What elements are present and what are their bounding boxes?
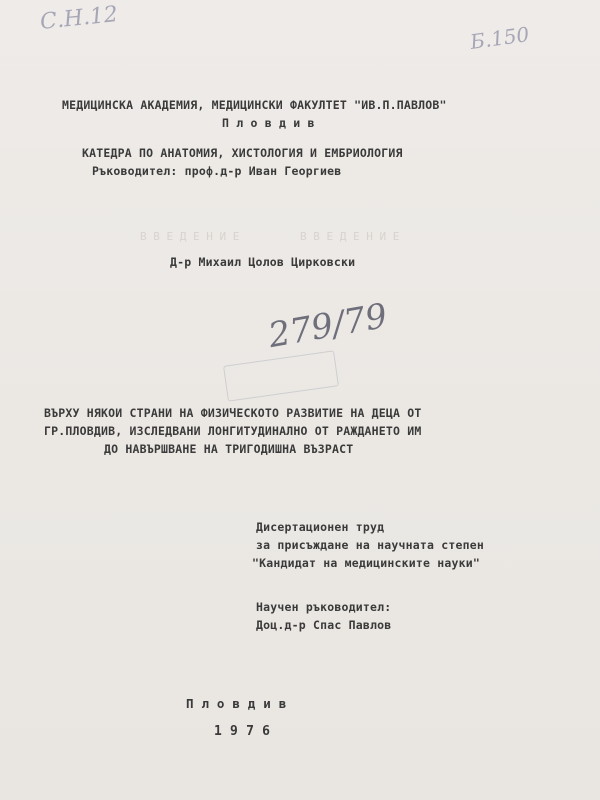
purpose-line-2: за присъждане на научната степен bbox=[256, 538, 484, 552]
footer-year: 1 9 7 6 bbox=[214, 724, 271, 739]
footer-city: П л о в д и в bbox=[186, 696, 287, 711]
supervisor-name: Доц.д-р Спас Павлов bbox=[256, 618, 392, 632]
thesis-title-line-1: ВЪРХУ НЯКОИ СТРАНИ НА ФИЗИЧЕСКОТО РАЗВИТИЕ НА ДЕЦА ОТ bbox=[44, 406, 422, 420]
institution-name: МЕДИЦИНСКА АКАДЕМИЯ, МЕДИЦИНСКИ ФАКУЛТЕТ "ИВ.П.ПАВЛОВ" bbox=[62, 98, 447, 112]
header-city: П л о в д и в bbox=[222, 116, 315, 130]
purpose-line-1: Дисертационен труд bbox=[256, 520, 385, 534]
supervisor-label: Научен ръководител: bbox=[256, 600, 392, 614]
thesis-title-line-3: ДО НАВЪРШВАНЕ НА ТРИГОДИШНА ВЪЗРАСТ bbox=[104, 442, 354, 456]
department-head: Ръководител: проф.д-р Иван Георгиев bbox=[92, 164, 342, 178]
author-name: Д-р Михаил Цолов Цирковски bbox=[170, 255, 356, 269]
purpose-line-3: "Кандидат на медицинските науки" bbox=[252, 556, 480, 570]
pencil-note-top-right: Б.150 bbox=[468, 21, 531, 55]
faded-stamp bbox=[223, 350, 339, 401]
bleed-through-text: В В Е Д Е Н И Е bbox=[300, 230, 400, 243]
thesis-title-line-2: ГР.ПЛОВДИВ, ИЗСЛЕДВАНИ ЛОНГИТУДИНАЛНО ОТ РАЖДАНЕТО ИМ bbox=[44, 424, 422, 438]
department-name: КАТЕДРА ПО АНАТОМИЯ, ХИСТОЛОГИЯ И ЕМБРИОЛОГИЯ bbox=[82, 146, 403, 160]
handwritten-catalog-number: 279/79 bbox=[265, 295, 391, 357]
bleed-through-text: В В Е Д Е Н И Е bbox=[140, 230, 240, 243]
pencil-note-top-left: С.Н.12 bbox=[38, 1, 120, 36]
